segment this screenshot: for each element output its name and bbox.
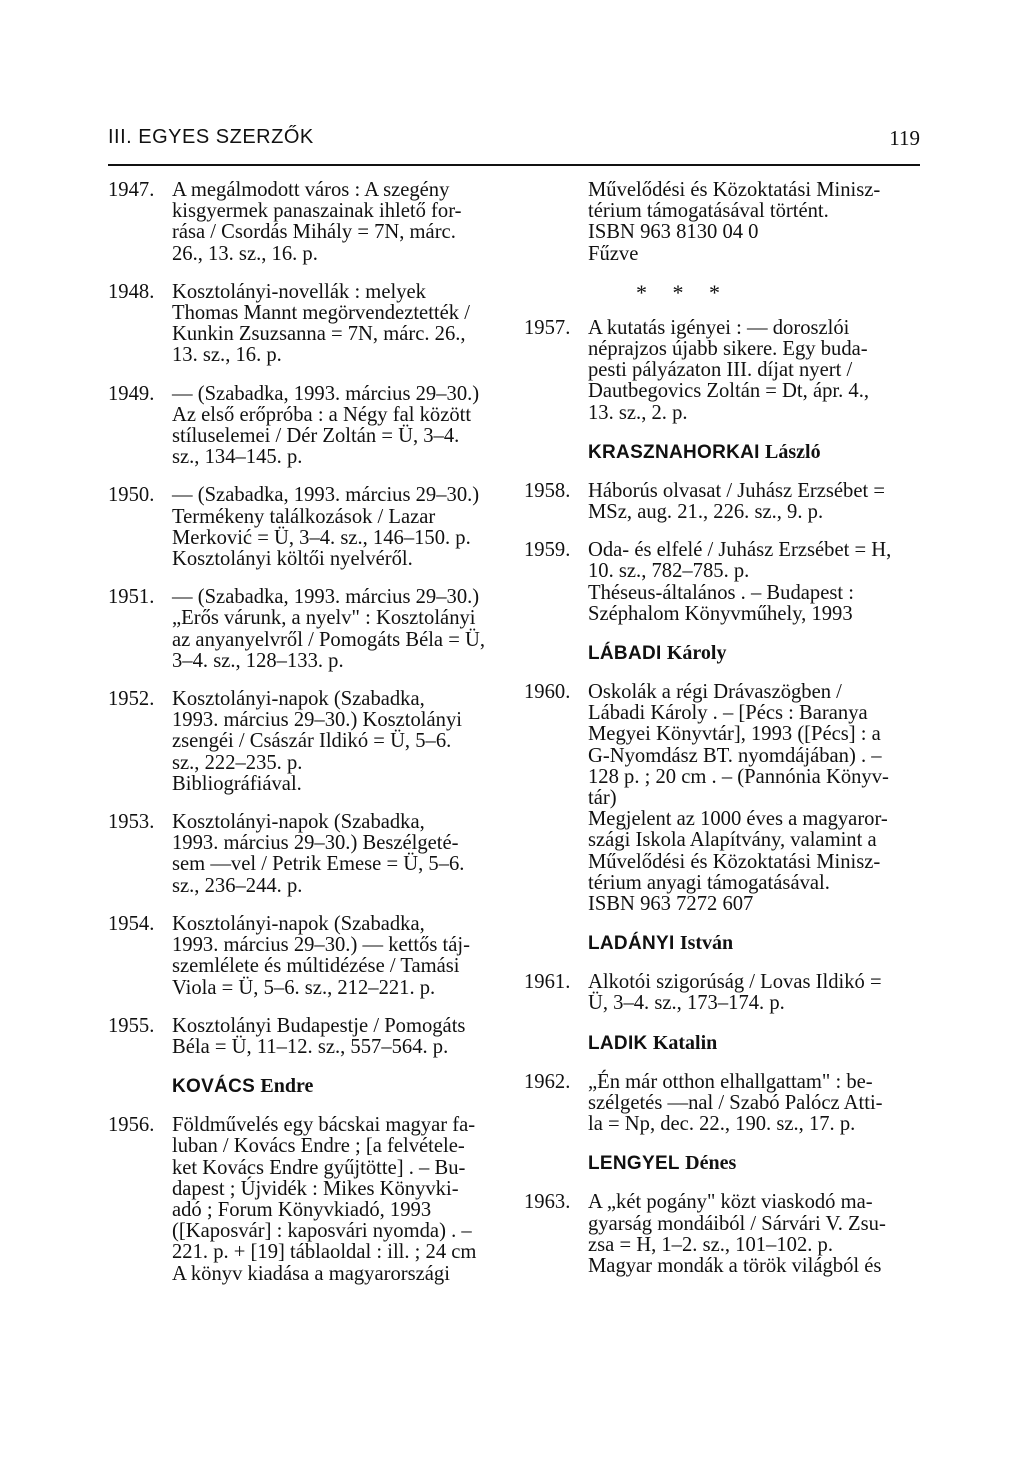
entry-line: szemlélete és múltidézése / Tamási (172, 955, 460, 978)
entry-number: 1961. (524, 971, 571, 994)
author-given-name: Dénes (685, 1152, 737, 1175)
entry-1960 (524, 682, 920, 915)
entry-line: Merković = Ü, 3–4. sz., 146–150. p. (172, 526, 471, 549)
entry-1950 (108, 485, 512, 570)
entry-line: 1993. március 29–30.) Beszélgeté- (172, 832, 459, 855)
entry-1954 (108, 914, 512, 999)
entry-line: MSz, aug. 21., 226. sz., 9. p. (588, 501, 824, 524)
entry-line: A „két pogány" közt viaskodó ma- (588, 1191, 873, 1214)
entry-line: Dautbegovics Zoltán = Dt, ápr. 4., (588, 380, 869, 403)
entry-line: zsengéi / Császár Ildikó = Ü, 5–6. (172, 730, 452, 753)
entry-number: 1948. (108, 280, 155, 303)
author-heading-ladik (524, 1032, 920, 1055)
entry-line: sz., 236–244. p. (172, 874, 303, 897)
author-surname: LADÁNYI (588, 933, 675, 955)
entry-line: ISBN 963 8130 04 0 (588, 221, 759, 244)
entry-1952 (108, 689, 512, 795)
entry-line: Földművelés egy bácskai magyar fa- (172, 1114, 476, 1137)
entry-number: 1947. (108, 179, 155, 201)
entry-line: 221. p. + [19] táblaoldal : ill. ; 24 cm (172, 1241, 477, 1264)
entry-line: Bibliográfiával. (172, 772, 302, 795)
entry-line: G-Nyomdász BT. nyomdájában) . – (588, 744, 882, 767)
entry-line: sz., 222–235. p. (172, 751, 303, 774)
entry-line: Széphalom Könyvműhely, 1993 (588, 602, 853, 625)
entry-number: 1950. (108, 484, 155, 507)
entry-line: Magyar mondák a török világból és (588, 1254, 882, 1277)
author-heading-labadi (524, 642, 920, 665)
entry-line: Théseus-általános . – Budapest : (588, 581, 854, 604)
entry-line: — (Szabadka, 1993. március 29–30.) (172, 586, 480, 609)
entry-line: Alkotói szigorúság / Lovas Ildikó = (588, 971, 882, 994)
entry-number: 1949. (108, 382, 155, 405)
author-heading-ladanyi (524, 932, 920, 955)
entry-line: szági Iskola Alapítvány, valamint a (588, 829, 877, 852)
entry-line: sz., 134–145. p. (172, 446, 303, 469)
entry-line: kisgyermek panaszainak ihlető for- (172, 200, 462, 223)
entry-line: zsa = H, 1–2. sz., 101–102. p. (588, 1233, 833, 1256)
page-number: 119 (889, 126, 920, 150)
entry-number: 1951. (108, 586, 155, 609)
entry-line: Lábadi Károly . – [Pécs : Baranya (588, 702, 868, 725)
entry-line: la = Np, dec. 22., 190. sz., 17. p. (588, 1113, 856, 1136)
entry-number: 1959. (524, 539, 571, 562)
entry-line: A könyv kiadása a magyarországi (172, 1262, 450, 1285)
entry-line: 128 p. ; 20 cm . – (Pannónia Könyv- (588, 765, 889, 788)
entry-1956-continuation (524, 180, 920, 265)
entry-1956 (108, 1115, 512, 1285)
entry-line: „Én már otthon elhallgattam" : be- (588, 1070, 873, 1093)
entry-line: dapest ; Újvidék : Mikes Könyvki- (172, 1177, 459, 1200)
entry-line: Oskolák a régi Drávaszögben / (588, 681, 842, 704)
entry-line: ([Kaposvár] : kaposvári nyomda) . – (172, 1220, 472, 1243)
entry-number: 1953. (108, 811, 155, 834)
entry-line: 3–4. sz., 128–133. p. (172, 649, 344, 672)
entry-line: az anyanyelvről / Pomogáts Béla = Ü, (172, 628, 486, 651)
entry-1959 (524, 540, 920, 625)
entry-line: ket Kovács Endre gyűjtötte] . – Bu- (172, 1156, 466, 1179)
entry-line: Fűzve (588, 242, 639, 265)
entry-line: Kosztolányi Budapestje / Pomogáts (172, 1014, 466, 1037)
entry-line: — (Szabadka, 1993. március 29–30.) (172, 382, 480, 405)
entry-line: 13. sz., 2. p. (588, 401, 688, 424)
entry-line: sem —vel / Petrik Emese = Ü, 5–6. (172, 853, 465, 876)
entry-1949 (108, 384, 512, 469)
entry-1955 (108, 1016, 512, 1058)
entry-number: 1956. (108, 1114, 155, 1137)
entry-line: A megálmodott város : A szegény (172, 179, 450, 201)
entry-line: luban / Kovács Endre ; [a felvétele- (172, 1135, 465, 1158)
entry-line: Oda- és elfelé / Juhász Erzsébet = H, (588, 539, 892, 562)
entry-line: néprajzos újabb sikere. Egy buda- (588, 338, 868, 361)
entry-line: Thomas Mannt megörvendeztették / (172, 302, 470, 325)
section-separator-stars: * * * (636, 279, 730, 305)
entry-number: 1954. (108, 912, 155, 935)
author-given-name: István (679, 932, 734, 955)
right-column (524, 180, 920, 1277)
entry-1958 (524, 481, 920, 523)
author-surname: KOVÁCS (172, 1076, 256, 1098)
entry-line: Kosztolányi-napok (Szabadka, (172, 912, 425, 935)
entry-1962 (524, 1072, 920, 1136)
entry-line: Ü, 3–4. sz., 173–174. p. (588, 992, 785, 1015)
entry-line: gyarság mondáiból / Sárvári V. Zsu- (588, 1212, 886, 1235)
entry-1961 (524, 972, 920, 1014)
entry-line: térium támogatásával történt. (588, 200, 829, 223)
entry-line: 1993. március 29–30.) Kosztolányi (172, 709, 462, 732)
left-column (108, 180, 512, 1285)
entry-line: Az első erőpróba : a Négy fal között (172, 403, 472, 426)
entry-line: Kosztolányi-napok (Szabadka, (172, 811, 425, 834)
entry-line: tár) (588, 787, 617, 810)
entry-line: Viola = Ü, 5–6. sz., 212–221. p. (172, 976, 436, 999)
entry-1951 (108, 587, 512, 672)
entry-line: „Erős várunk, a nyelv" : Kosztolányi (172, 607, 476, 630)
author-surname: LADIK (588, 1032, 648, 1054)
author-heading-krasznahorkai (524, 441, 920, 464)
entry-line: Termékeny találkozások / Lazar (172, 505, 436, 528)
entry-line: Kunkin Zsuzsanna = 7N, márc. 26., (172, 323, 466, 346)
running-title: III. EGYES SZERZŐK (108, 126, 314, 148)
author-surname: KRASZNAHORKAI (588, 441, 760, 463)
entry-line: ISBN 963 7272 607 (588, 893, 754, 916)
entry-number: 1958. (524, 479, 571, 502)
entry-1953 (108, 812, 512, 897)
entry-line: Művelődési és Közoktatási Minisz- (588, 179, 881, 201)
entry-number: 1952. (108, 688, 155, 711)
entry-line: szélgetés —nal / Szabó Palócz Atti- (588, 1091, 883, 1114)
author-given-name: Károly (666, 642, 727, 665)
entry-line: Megjelent az 1000 éves a magyaror- (588, 808, 888, 831)
author-heading-lengyel (524, 1152, 920, 1175)
entry-line: Kosztolányi költői nyelvéről. (172, 548, 413, 571)
entry-line: Kosztolányi-novellák : melyek (172, 280, 426, 303)
entry-1948 (108, 282, 512, 367)
entry-line: stíluselemei / Dér Zoltán = Ü, 3–4. (172, 425, 460, 448)
entry-line: rása / Csordás Mihály = 7N, márc. (172, 221, 456, 244)
entry-line: 10. sz., 782–785. p. (588, 560, 750, 583)
entry-1947 (108, 180, 512, 265)
entry-line: Kosztolányi-napok (Szabadka, (172, 688, 425, 711)
entry-line: A kutatás igényei : — doroszlói (588, 316, 850, 339)
entry-number: 1963. (524, 1191, 571, 1214)
entry-line: pesti pályázaton III. díjat nyert / (588, 359, 853, 382)
entry-number: 1955. (108, 1014, 155, 1037)
entry-line: adó ; Forum Könyvkiadó, 1993 (172, 1198, 432, 1221)
entry-line: Művelődési és Közoktatási Minisz- (588, 850, 881, 873)
author-given-name: Katalin (652, 1031, 718, 1054)
entry-line: Béla = Ü, 11–12. sz., 557–564. p. (172, 1035, 449, 1058)
author-given-name: Endre (260, 1075, 314, 1098)
entry-line: térium anyagi támogatásával. (588, 871, 830, 894)
author-surname: LENGYEL (588, 1153, 680, 1175)
entry-1957 (524, 318, 920, 424)
author-heading-kovacs (108, 1075, 512, 1098)
entry-line: 13. sz., 16. p. (172, 344, 282, 367)
page-header (108, 124, 920, 166)
entry-line: — (Szabadka, 1993. március 29–30.) (172, 484, 480, 507)
entry-1963 (524, 1192, 920, 1277)
author-given-name: László (765, 440, 821, 463)
entry-line: 26., 13. sz., 16. p. (172, 242, 318, 265)
entry-number: 1957. (524, 316, 571, 339)
entry-number: 1962. (524, 1070, 571, 1093)
entry-number: 1960. (524, 681, 571, 704)
entry-line: 1993. március 29–30.) — kettős táj- (172, 934, 470, 957)
entry-line: Megyei Könyvtár], 1993 ([Pécs] : a (588, 723, 881, 746)
entry-line: Háborús olvasat / Juhász Erzsébet = (588, 479, 885, 502)
author-surname: LÁBADI (588, 643, 662, 665)
